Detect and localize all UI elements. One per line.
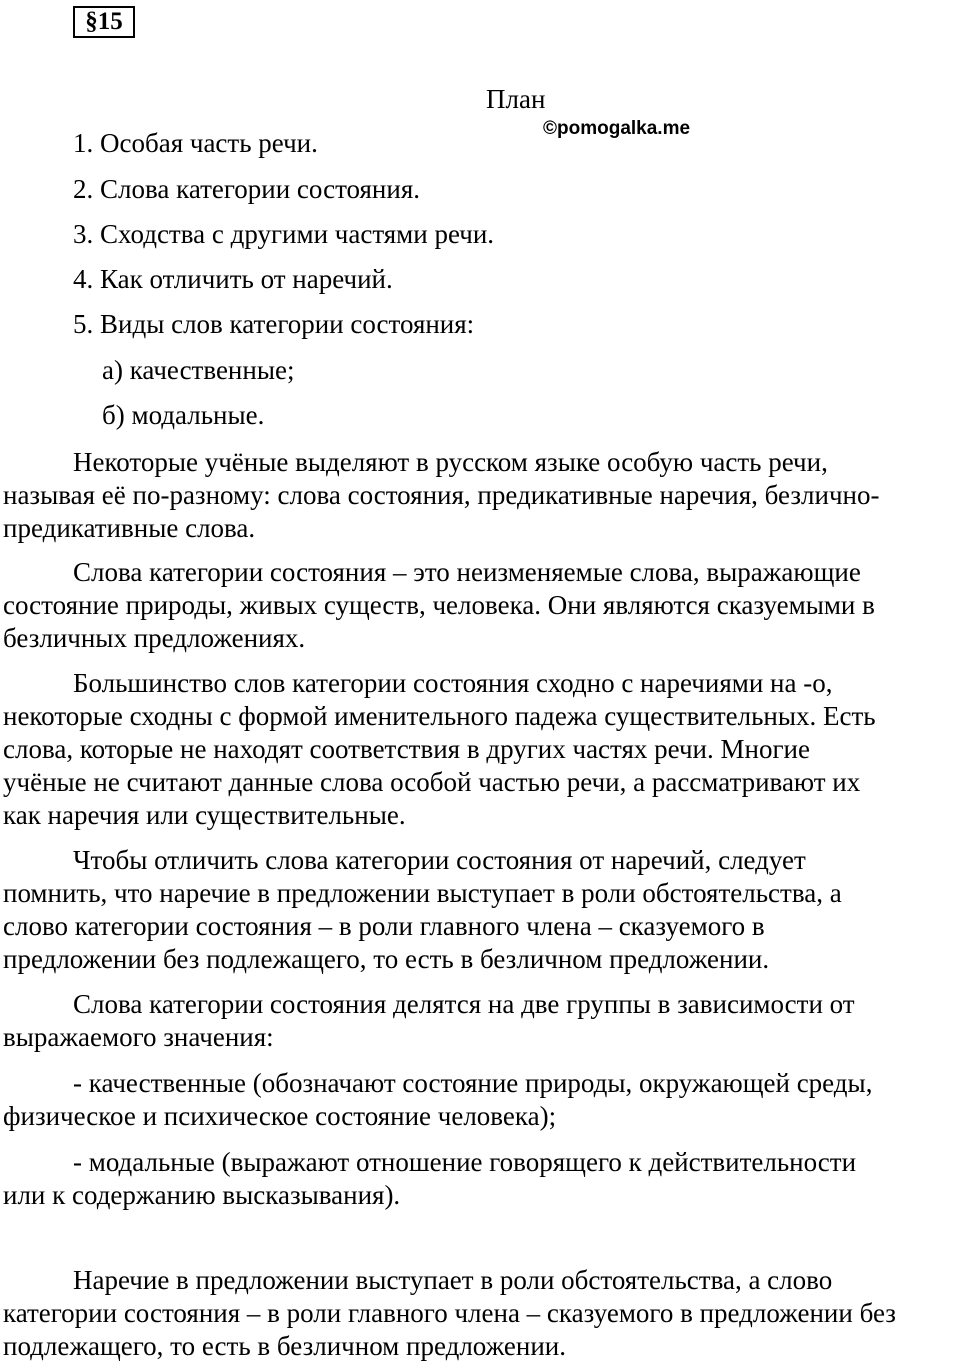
paragraph-line: Некоторые учёные выделяют в русском языке особую часть речи, xyxy=(73,447,828,477)
paragraph-definition xyxy=(3,556,958,655)
paragraph-line: - модальные (выражают отношение говорящего к действительности xyxy=(73,1147,857,1177)
plan-title: План xyxy=(486,84,546,114)
paragraph-similarities xyxy=(3,667,958,832)
paragraph-line: Наречие в предложении выступает в роли обстоятельства, а слово xyxy=(73,1265,833,1295)
plan-subitem-a: а) качественные; xyxy=(102,355,295,385)
paragraph-line: безличных предложениях. xyxy=(3,623,306,653)
paragraph-line: называя её по-разному: слова состояния, предикативные наречия, безлично- xyxy=(3,480,880,510)
paragraph-line: состояние природы, живых существ, человека. Они являются сказуемыми в xyxy=(3,590,875,620)
paragraph-line: слово категории состояния – в роли главного члена – сказуемого в xyxy=(3,911,765,941)
paragraph-line: или к содержанию высказывания). xyxy=(3,1180,401,1210)
paragraph-line: физическое и психическое состояние человека); xyxy=(3,1101,557,1131)
paragraph-line: Слова категории состояния – это неизменяемые слова, выражающие xyxy=(73,557,861,587)
paragraph-line: Слова категории состояния делятся на две группы в зависимости от xyxy=(73,989,855,1019)
paragraph-two-groups xyxy=(3,988,958,1054)
paragraph-line: помнить, что наречие в предложении выступает в роли обстоятельства, а xyxy=(3,878,842,908)
paragraph-qualitative xyxy=(3,1067,958,1133)
plan-item-4: 4. Как отличить от наречий. xyxy=(73,264,393,294)
paragraph-line: некоторые сходны с формой именительного падежа существительных. Есть xyxy=(3,701,876,731)
paragraph-distinguish-from-adverbs xyxy=(3,844,958,976)
paragraph-line: - качественные (обозначают состояние природы, окружающей среды, xyxy=(73,1068,873,1098)
paragraph-line: категории состояния – в роли главного члена – сказуемого в предложении без xyxy=(3,1298,896,1328)
paragraph-modal xyxy=(3,1146,958,1212)
paragraph-line: как наречия или существительные. xyxy=(3,800,406,830)
paragraph-special-part-of-speech xyxy=(3,446,958,545)
plan-item-5: 5. Виды слов категории состояния: xyxy=(73,309,475,339)
paragraph-line: Большинство слов категории состояния сходно с наречиями на -о, xyxy=(73,668,833,698)
plan-item-1: 1. Особая часть речи. xyxy=(73,128,318,158)
paragraph-line: предикативные слова. xyxy=(3,513,256,543)
paragraph-line: учёные не считают данные слова особой частью речи, а рассматривают их xyxy=(3,767,861,797)
paragraph-line: выражаемого значения: xyxy=(3,1022,274,1052)
section-number: §15 xyxy=(73,6,135,38)
plan-item-2: 2. Слова категории состояния. xyxy=(73,174,420,204)
watermark: ©pomogalka.me xyxy=(543,118,691,139)
paragraph-summary xyxy=(3,1264,958,1363)
plan-subitem-b: б) модальные. xyxy=(102,400,265,430)
paragraph-line: подлежащего, то есть в безличном предложении. xyxy=(3,1331,567,1361)
plan-item-3: 3. Сходства с другими частями речи. xyxy=(73,219,495,249)
paragraph-line: слова, которые не находят соответствия в других частях речи. Многие xyxy=(3,734,810,764)
paragraph-line: предложении без подлежащего, то есть в безличном предложении. xyxy=(3,944,770,974)
paragraph-line: Чтобы отличить слова категории состояния от наречий, следует xyxy=(73,845,806,875)
